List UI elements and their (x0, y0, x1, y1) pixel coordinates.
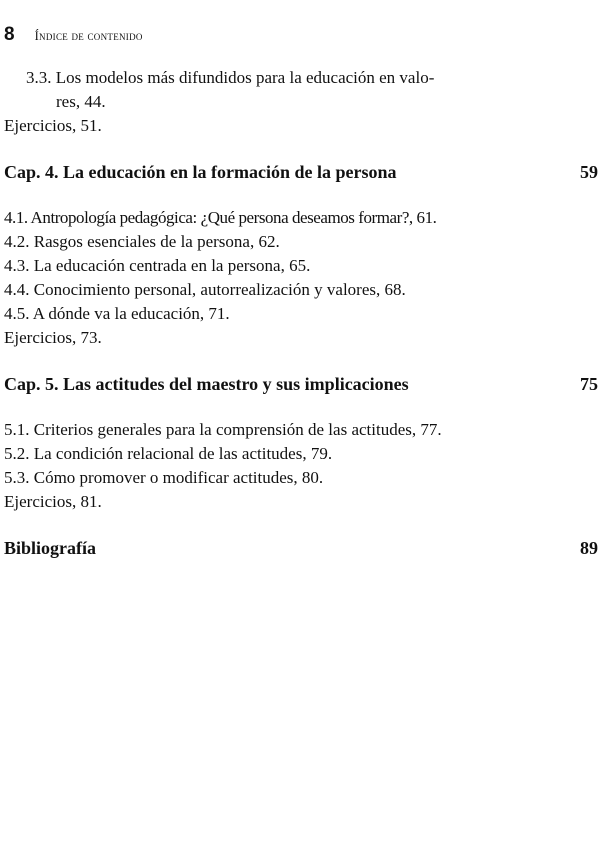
running-header (4, 24, 143, 46)
page-number: 8 (4, 24, 15, 45)
chapter-heading (4, 536, 598, 560)
toc-entry: 5.1. Criterios generales para la comprensión de las actitudes, 77. (4, 420, 442, 439)
chapter-title: Cap. 5. Las actitudes del maestro y sus implicaciones (4, 374, 409, 394)
toc-entry: 4.2. Rasgos esenciales de la persona, 62. (4, 232, 280, 251)
header-title: índice de contenido (34, 29, 143, 43)
toc-entry-exercises: Ejercicios, 51. (4, 116, 102, 135)
chapter-entries (4, 418, 598, 514)
chapter-page-number: 75 (580, 374, 598, 394)
toc-entry: 4.4. Conocimiento personal, autorrealización y valores, 68. (4, 280, 406, 299)
toc-entry: 5.2. La condición relacional de las actitudes, 79. (4, 444, 333, 463)
table-of-contents (4, 66, 598, 560)
toc-entry (4, 66, 496, 90)
chapter-page-number: 59 (580, 162, 598, 182)
chapter-heading (4, 372, 598, 396)
toc-entry-continuation (4, 90, 598, 114)
toc-entry-line: 3.3. Los modelos más difundidos para la educación en valo- (26, 68, 435, 87)
chapter-title: Cap. 4. La educación en la formación de la persona (4, 162, 397, 182)
toc-entry: 4.5. A dónde va la educación, 71. (4, 304, 230, 323)
chapter-title: Bibliografía (4, 538, 97, 558)
chapter-page-number: 89 (580, 538, 598, 558)
toc-entry-line: res, 44. (56, 92, 106, 111)
toc-entry: 4.3. La educación centrada en la persona, 65. (4, 256, 311, 275)
chapter-heading (4, 160, 598, 184)
toc-entry: Ejercicios, 81. (4, 492, 102, 511)
chapter-entries (4, 206, 598, 350)
toc-entry: Ejercicios, 73. (4, 328, 102, 347)
toc-entry: 5.3. Cómo promover o modificar actitudes, 80. (4, 468, 324, 487)
toc-entry: 4.1. Antropología pedagógica: ¿Qué persona deseamos formar?, 61. (4, 208, 437, 227)
